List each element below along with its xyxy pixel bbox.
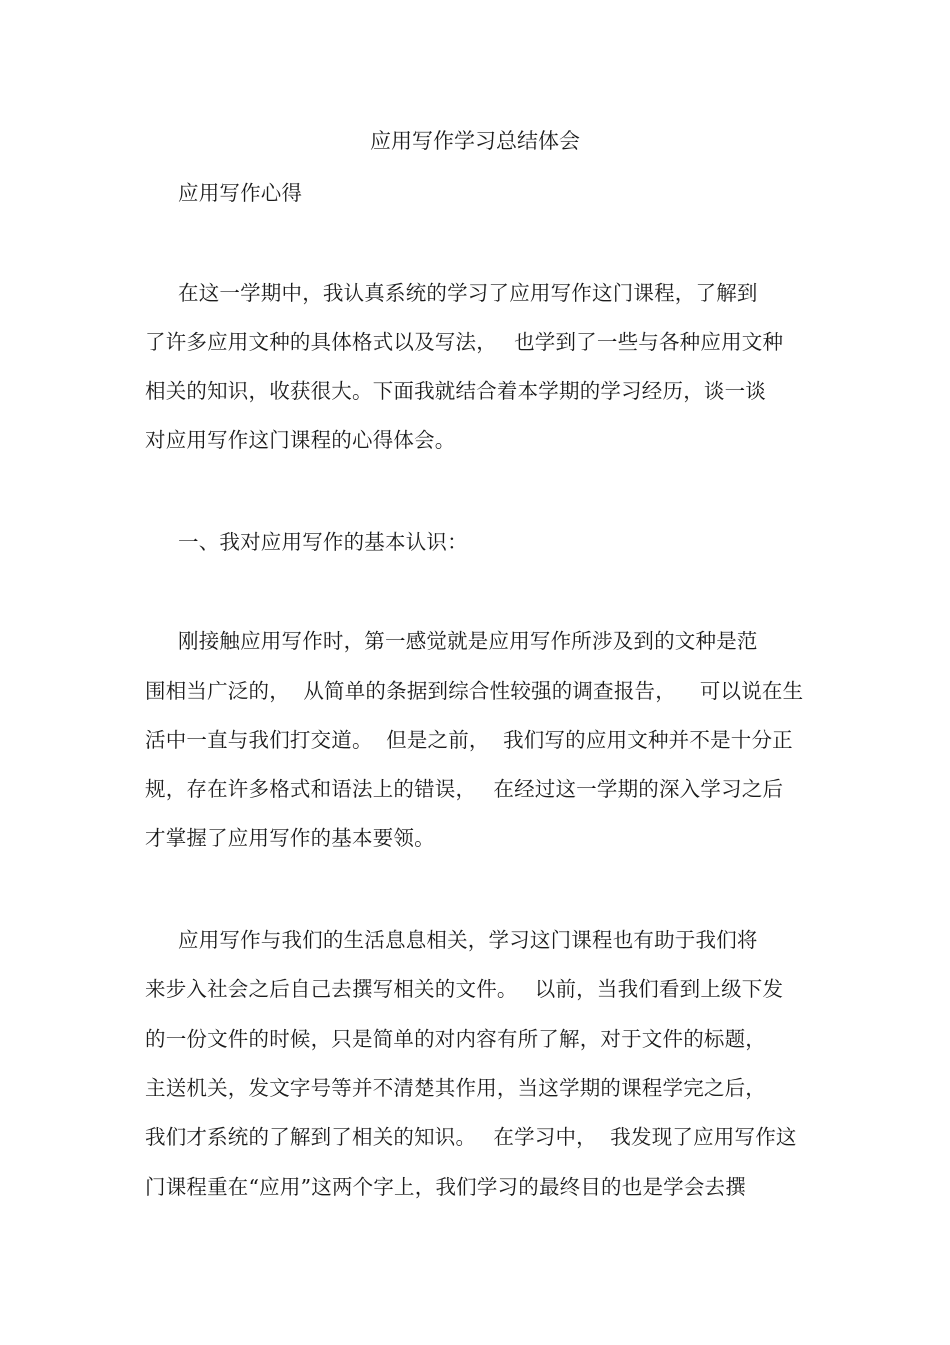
paragraph-line: 在这一学期中，我认真系统的学习了应用写作这门课程，了解到 [178, 281, 758, 305]
paragraph-line: 的一份文件的时候，只是简单的对内容有所了解，对于文件的标题， [145, 1027, 766, 1051]
paragraph-line: 才掌握了应用写作的基本要领。 [145, 826, 435, 850]
paragraph-line: 应用写作与我们的生活息息相关，学习这门课程也有助于我们将 [178, 928, 758, 952]
document-title: 应用写作学习总结体会 [370, 129, 580, 153]
paragraph-line: 围相当广泛的， 从简单的条据到综合性较强的调查报告， 可以说在生 [145, 679, 804, 703]
paragraph-line: 对应用写作这门课程的心得体会。 [145, 428, 456, 452]
paragraph-line: 主送机关，发文字号等并不清楚其作用，当这学期的课程学完之后， [145, 1076, 766, 1100]
paragraph-line: 了许多应用文种的具体格式以及写法， 也学到了一些与各种应用文种 [145, 330, 784, 354]
paragraph-line: 活中一直与我们打交道。 但是之前， 我们写的应用文种并不是十分正 [145, 728, 793, 752]
paragraph-line: 相关的知识，收获很大。下面我就结合着本学期的学习经历，谈一谈 [145, 379, 766, 403]
paragraph-line: 我们才系统的了解到了相关的知识。 在学习中， 我发现了应用写作这 [145, 1125, 797, 1149]
paragraph-line: 规，存在许多格式和语法上的错误， 在经过这一学期的深入学习之后 [145, 777, 784, 801]
paragraph-line: 门课程重在“应用”这两个字上，我们学习的最终目的也是学会去撰 [145, 1175, 746, 1199]
section-heading: 一、我对应用写作的基本认识： [178, 530, 468, 554]
paragraph-line: 刚接触应用写作时，第一感觉就是应用写作所涉及到的文种是范 [178, 629, 758, 653]
document-subtitle: 应用写作心得 [178, 181, 303, 205]
paragraph-line: 来步入社会之后自己去撰写相关的文件。 以前，当我们看到上级下发 [145, 977, 784, 1001]
